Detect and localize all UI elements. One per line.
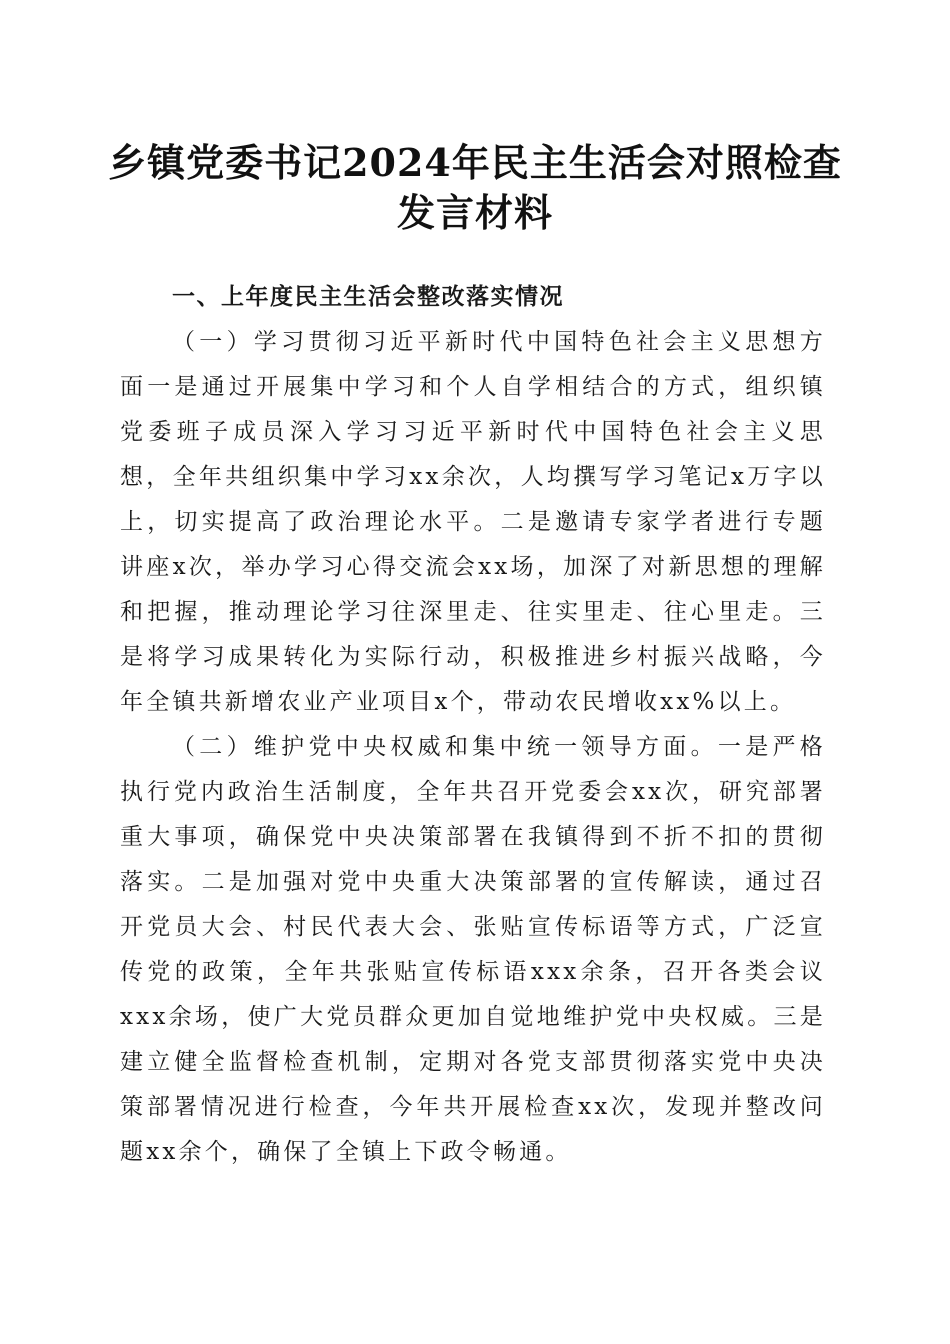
section-heading: 一、上年度民主生活会整改落实情况 [172,284,564,310]
paragraph-2-body: 一是严格执行党内政治生活制度，全年共召开党委会xx次，研究部署重大事项，确保党中央决策部署在我镇得到不折不扣的贯彻落实。二是加强对党中央重大决策部署的宣传解读，通过召开党员大会、村民代表大会、张贴宣传标语等方式，广泛宣传党的政策，全年共张贴宣传标语xxx余条，召开各类会议xxx余场，使广大党员群众更加自觉地维护党中央权威。三是建立健全监督检查机制，定期对各党支部贯彻落实党中央决策部署情况进行检查，今年共开展检查xx次，发现并整改问题xx余个，确保了全镇上下政令畅通。 [120,734,826,1165]
paragraph-2-heading: （二）维护党中央权威和集中统一领导方面。 [172,734,718,760]
paragraph-1-heading: （一）学习贯彻习近平新时代中国特色社会主义思想方面 [120,329,826,400]
document-title: 乡镇党委书记2024年民主生活会对照检查发言材料 [108,140,842,235]
document-body [120,275,826,1175]
paragraph-1-body: 一是通过开展集中学习和个人自学相结合的方式，组织镇党委班子成员深入学习习近平新时代中国特色社会主义思想，全年共组织集中学习xx余次，人均撰写学习笔记x万字以上，切实提高了政治理论水平。二是邀请专家学者进行专题讲座x次，举办学习心得交流会xx场，加深了对新思想的理解和把握，推动理论学习往深里走、往实里走、往心里走。三是将学习成果转化为实际行动，积极推进乡村振兴战略，今年全镇共新增农业产业项目x个，带动农民增收xx%以上。 [120,374,827,715]
paragraph-1 [120,320,826,725]
paragraph-2 [120,725,826,1175]
